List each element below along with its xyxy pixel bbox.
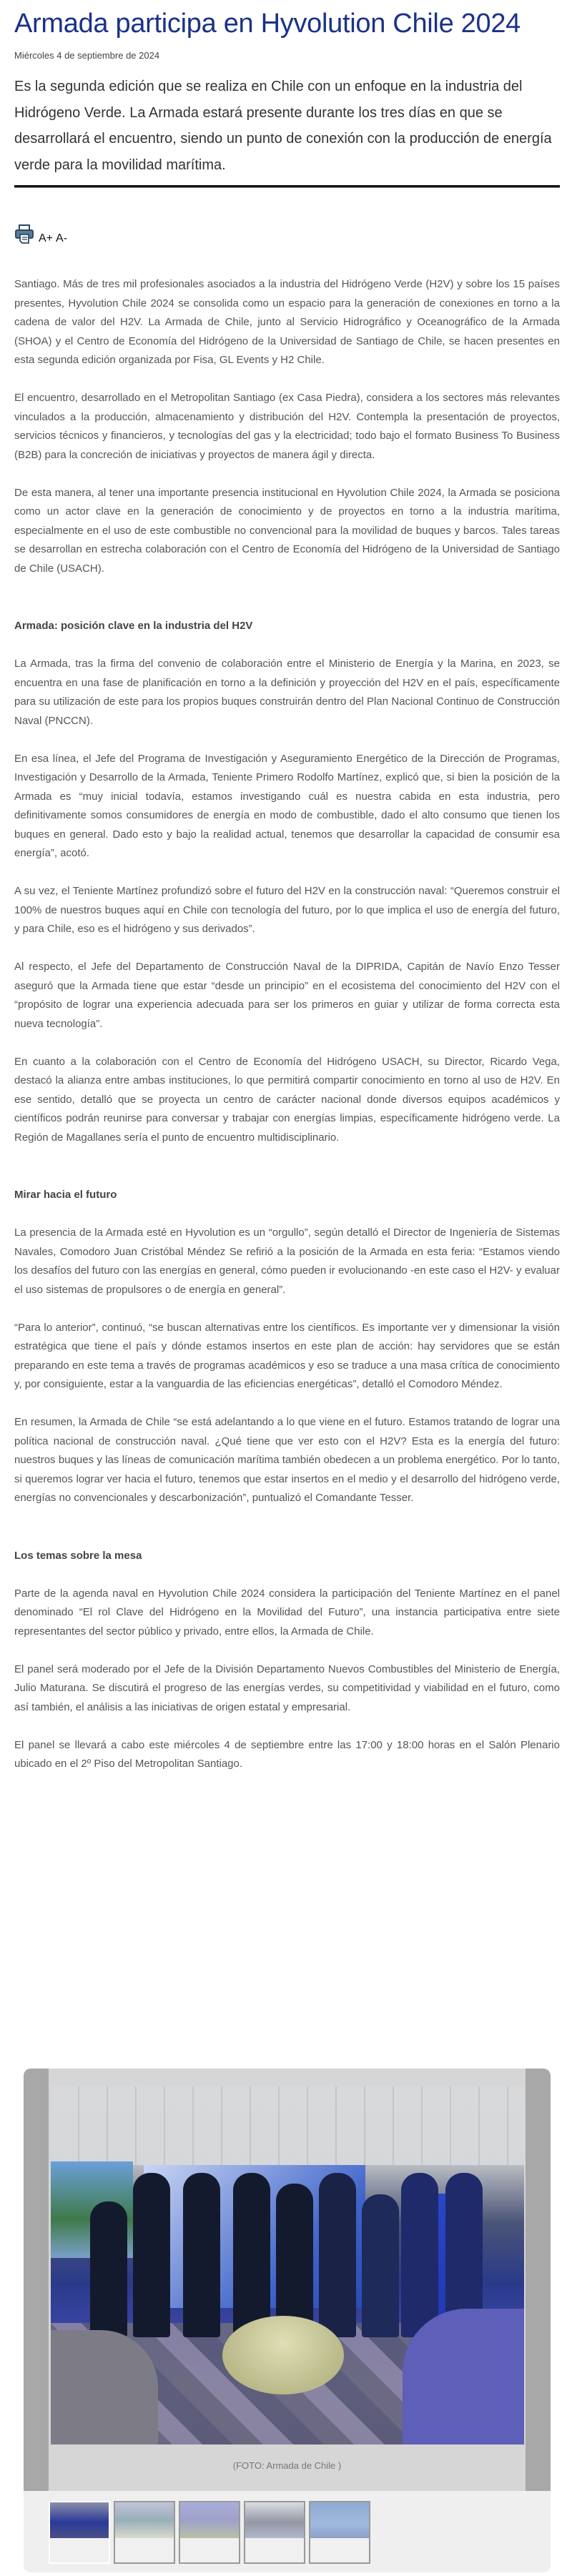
photo-person [401,2173,438,2337]
photo-ceiling [51,2086,524,2165]
gallery-thumbnail[interactable] [179,2501,240,2564]
photo-sofa [403,2309,524,2444]
gallery-prev-button[interactable] [24,2069,49,2491]
photo-person [276,2184,313,2337]
gallery-thumbnail[interactable] [49,2501,110,2564]
section-heading: Mirar hacia el futuro [14,1189,117,1201]
section-heading: Los temas sobre la mesa [14,1549,142,1562]
photo-person [183,2173,220,2337]
gallery-next-button[interactable] [526,2069,551,2491]
paragraph: “Para lo anterior”, continuó, “se buscan alternativas entre los científicos. Es importante ver y dimensionar la visión estratégica que tiene el país y dónde estamos insertos en este plan de acción: hay servidores que se están preparando en este tema a través de programas académicos y eso se traduce a una masa crítica de conocimiento y, por consiguiente, estar a la vanguardia de las eficiencias energéticas”, detalló el Comodoro Méndez. [14,1321,560,1390]
font-increase-button[interactable]: A+ [39,232,54,244]
photo-caption: (FOTO: Armada de Chile ) [232,2460,342,2471]
paragraph: Al respecto, el Jefe del Departamento de Construcción Naval de la DIPRIDA, Capitán de Navío Enzo Tesser aseguró que la Armada tiene que estar “desde un principio” en el ecosistema del conocimiento del H2V con el “propósito de lograr una experiencia adecuada para ser los primeros en guiar y utilizar de forma correcta esta nueva tecnología”. [14,961,560,1030]
paragraph: De esta manera, al tener una importante presencia institucional en Hyvolution Chile 2024, la Armada se posiciona como un actor clave en la generación de conocimiento y de proyectos en torno a la industria marítima, especialmente en el uso de este combustible no convencional para la movilidad de buques y barcos. Tales tareas se desarrollan en estrecha colaboración con el Centro de Economía del Hidrógeno de la Universidad de Santiago de Chile (USACH). [14,486,560,575]
divider [14,185,560,188]
article-lead: Es la segunda edición que se realiza en Chile con un enfoque en la industria del Hidrógeno Verde. La Armada estará presente durante los tres días en que se desarrollará el encuentro, siendo un punto de conexión con la producción de energía verde para la movilidad marítima. [14,79,552,173]
paragraph: En resumen, la Armada de Chile “se está adelantando a lo que viene en el futuro. Estamos tratando de lograr una política nacional de construcción naval. ¿Qué tiene que ver esto con el H2V? Esta es la energía del futuro: nuestros buques y las líneas de comunicación marítima también obedecen a un problema energético. Por lo tanto, si queremos lograr ver hacia el futuro, tenemos que estar insertos en el medio y el desarrollo del hidrógeno verde, energías no convencionales y descarbonización”, puntualizó el Comandante Tesser. [14,1416,560,1504]
article-date: Miércoles 4 de septiembre de 2024 [14,50,160,61]
paragraph: La Armada, tras la firma del convenio de colaboración entre el Ministerio de Energía y la Marina, en 2023, se encuentra en una fase de planificación en torno a la definición y proyección del H2V en el país, específicamente para su utilización de este para los propios buques construirán dentro del Plan Nacional Continuo de Construcción Naval (PNCCN). [14,658,560,727]
photo-person [319,2173,356,2337]
photo-sofa [51,2330,158,2444]
article-title: Armada participa en Hyvolution Chile 2024 [14,9,521,39]
photo-person [90,2201,127,2337]
photo-table [222,2316,344,2394]
article-body [14,275,560,1774]
gallery-thumbnail[interactable] [309,2501,370,2564]
gallery-main-photo[interactable] [51,2086,524,2444]
photo-gallery [24,2069,551,2572]
photo-person [362,2194,399,2337]
paragraph: Santiago. Más de tres mil profesionales asociados a la industria del Hidrógeno Verde (H2V) y sobre los 15 países presentes, Hyvolution Chile 2024 se consolida como un espacio para la generación de conexiones en torno a la cadena de valor del H2V. La Armada de Chile, junto al Servicio Hidrográfico y Oceanográfico de la Armada (SHOA) y el Centro de Economía del Hidrógeno de la Universidad de Santiago de Chile, se hacen presentes en esta segunda edición organizada por Fisa, GL Events y H2 Chile. [14,278,560,366]
printer-icon[interactable] [14,224,34,245]
gallery-thumbnail[interactable] [244,2501,305,2564]
article-tools [14,222,560,245]
paragraph: Parte de la agenda naval en Hyvolution Chile 2024 considera la participación del Teniente Martínez en el panel denominado “El rol Clave del Hidrógeno en la Movilidad del Futuro”, una instancia participativa entre siete representantes del sector público y privado, entre ellos, la Armada de Chile. [14,1587,560,1638]
article [0,6,572,1774]
photo-person [233,2173,270,2337]
paragraph: A su vez, el Teniente Martínez profundizó sobre el futuro del H2V en la construcción naval: “Queremos construir el 100% de nuestros buques aquí en Chile con tecnología del futuro, por lo que implica el uso de energía del futuro, y para Chile, eso es el hidrógeno y sus derivados”. [14,885,560,935]
paragraph: El panel será moderado por el Jefe de la División Departamento Nuevos Combustibles del Ministerio de Energía, Julio Maturana. Se discutirá el progreso de las energías verdes, su competitividad y viabilidad en el futuro, como así también, el análisis a las iniciativas de origen estatal y empresarial. [14,1663,560,1713]
photo-person [133,2173,170,2337]
section-heading: Armada: posición clave en la industria del H2V [14,620,253,632]
gallery-thumbnails [49,2501,370,2564]
gallery-stage [24,2069,551,2491]
paragraph: El panel se llevará a cabo este miércoles 4 de septiembre entre las 17:00 y 18:00 horas en el Salón Plenario ubicado en el 2º Piso del Metropolitan Santiago. [14,1738,560,1770]
paragraph: La presencia de la Armada esté en Hyvolution es un “orgullo”, según detalló el Director de Ingeniería de Sistemas Navales, Comodoro Juan Cristóbal Méndez Se refirió a la posición de la Armada en esta feria: “Estamos viendo los desafíos del futuro con las energías en general, cómo pueden ir evolucionando -en este caso el H2V- y evaluar el uso sistemas de propulsores o de energía en general”. [14,1227,560,1296]
paragraph: En cuanto a la colaboración con el Centro de Economía del Hidrógeno USACH, su Director, Ricardo Vega, destacó la alianza entre ambas instituciones, lo que permitirá compartir conocimiento en torno al uso de H2V. En ese sentido, detalló que se proyecta un centro de carácter nacional donde diversos equipos académicos y científicos podrán reunirse para conversar y trabajar con energías limpias, específicamente hidrógeno verde. La Región de Magallanes sería el punto de encuentro multidisciplinario. [14,1055,560,1144]
font-decrease-button[interactable]: A- [56,232,68,244]
gallery-thumbnail[interactable] [114,2501,175,2564]
paragraph: En esa línea, el Jefe del Programa de Investigación y Aseguramiento Energético de la Dirección de Programas, Investigación y Desarrollo de la Armada, Teniente Primero Rodolfo Martínez, explicó que, si bien la posición de la Armada es “muy inicial todavía, estamos investigando cuál es nuestra cabida en esta industria, pero definitivamente somos consumidores de energía en modo de combustible, dado el alto consumo que tienen los buques en general. Dado esto y bajo la realidad actual, tenemos que desarrollar la capacidad de consumir esa energía”, acotó. [14,752,560,859]
paragraph: El encuentro, desarrollado en el Metropolitan Santiago (ex Casa Piedra), considera a los sectores más relevantes vinculados a la producción, almacenamiento y distribución del H2V. Contempla la presentación de proyectos, servicios técnicos y financieros, y tecnologías del gas y la electricidad; todo bajo el formato Business To Business (B2B) para la concreción de iniciativas y proyectos de manera ágil y directa. [14,392,560,461]
